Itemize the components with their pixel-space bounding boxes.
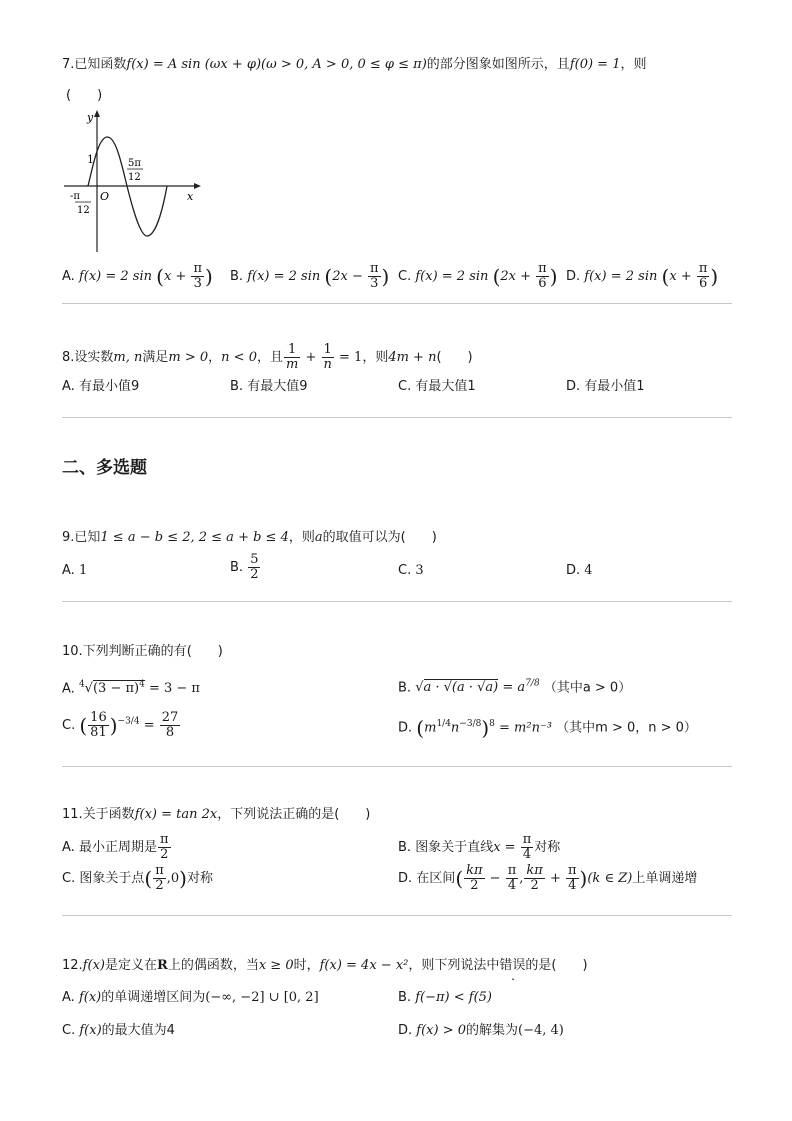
left-zero-num: -π xyxy=(70,191,80,202)
q7-answer-paren: ( ) xyxy=(66,88,103,103)
q10-option-d[interactable]: D. $(m^{1/4}n^{-3/8})^8 = m^2n^{-3}$ （其中m > 0，n > 0） xyxy=(398,715,697,740)
q11-option-b[interactable]: B. 图象关于直线x = $\frac{\pi}{4}$ 对称 xyxy=(398,832,561,862)
q9-option-a[interactable]: A. 1 xyxy=(62,563,88,578)
q9-option-b[interactable]: B. $\frac{5}{2}$ xyxy=(230,552,259,582)
y-label: y xyxy=(87,111,94,124)
q8-option-d[interactable]: D. 有最小值1 xyxy=(566,379,645,394)
section-title: 二、多选题 xyxy=(62,458,147,478)
q12-option-c[interactable]: C. f(x)的最大值为4 xyxy=(62,1023,175,1038)
q9-option-c[interactable]: C. 3 xyxy=(398,563,424,578)
q12-stem: 12.f(x)是定义在R上的偶函数，当x ≥ 0时，f(x) = 4x − x²，则下列说法中错误的是( ) xyxy=(62,958,588,973)
divider xyxy=(62,766,732,767)
x-label: x xyxy=(187,190,194,203)
right-zero-den: 12 xyxy=(128,172,141,183)
q7-stem: 7.已知函数f(x) = A sin (ωx + φ)(ω > 0, A > 0, 0 ≤ φ ≤ π)的部分图象如图所示，且f(0) = 1，则 xyxy=(62,57,647,72)
q12-option-d[interactable]: D. f(x) > 0的解集为(−4, 4) xyxy=(398,1023,564,1038)
divider xyxy=(62,417,732,418)
q10-option-c[interactable]: C. ( $\frac{16}{81}$ )$^{-3/4}$ = $\frac{27}{8}$ xyxy=(62,710,179,740)
q10-stem: 10.下列判断正确的有( ) xyxy=(62,644,223,659)
divider xyxy=(62,915,732,916)
q7-sine-graph xyxy=(60,108,210,256)
q9-option-d[interactable]: D. 4 xyxy=(566,563,593,578)
q11-stem: 11.关于函数f(x) = tan 2x，下列说法正确的是( ) xyxy=(62,807,371,822)
q12-option-a[interactable]: A. f(x)的单调递增区间为(−∞, −2] ∪ [0, 2] xyxy=(62,990,319,1005)
q7-option-b[interactable]: B. f(x) = 2 sin (2x − $\frac{\pi}{3}$ ) xyxy=(230,261,390,291)
q11-option-a[interactable]: A. 最小正周期是 $\frac{\pi}{2}$ xyxy=(62,832,169,862)
q8-option-c[interactable]: C. 有最大值1 xyxy=(398,379,476,394)
q7-option-d[interactable]: D. f(x) = 2 sin (x + $\frac{\pi}{6}$ ) xyxy=(566,261,719,291)
q8-stem: 8.设实数m, n满足m > 0，n < 0，且 $\frac{1}{m}$ + $\frac{1}{n}$ = 1，则4m + n( ) xyxy=(62,342,473,372)
q8-option-b[interactable]: B. 有最大值9 xyxy=(230,379,308,394)
q8-option-a[interactable]: A. 有最小值9 xyxy=(62,379,140,394)
q7-option-a[interactable]: A. f(x) = 2 sin (x + $\frac{\pi}{3}$ ) xyxy=(62,261,213,291)
x-axis-arrow-icon xyxy=(194,183,201,189)
y-axis-arrow-icon xyxy=(94,110,100,117)
q11-option-d[interactable]: D. 在区间( $\frac{k\pi}{2}$ − $\frac{\pi}{4}$ , $\frac{k\pi}{2}$ + $\frac{\pi}{4}$ )(k ∈ Z)上单调递增 xyxy=(398,863,698,893)
left-zero-den: 12 xyxy=(77,205,90,216)
origin-label: O xyxy=(100,190,110,203)
divider xyxy=(62,303,732,304)
q10-option-a[interactable]: A. $^4√(3 - \pi)^4 = 3 - \pi$ xyxy=(62,680,200,697)
one-label: 1 xyxy=(87,153,94,166)
q9-stem: 9.已知1 ≤ a − b ≤ 2, 2 ≤ a + b ≤ 4，则a的取值可以为( ) xyxy=(62,530,437,545)
right-zero-num: 5π xyxy=(128,158,141,169)
q11-option-c[interactable]: C. 图象关于点( $\frac{\pi}{2}$ ,0)对称 xyxy=(62,863,213,893)
q12-option-b[interactable]: B. f(−π) < f(5) xyxy=(398,990,492,1005)
q7-option-c[interactable]: C. f(x) = 2 sin (2x + $\frac{\pi}{6}$ ) xyxy=(398,261,558,291)
divider xyxy=(62,601,732,602)
q10-option-b[interactable]: B. $√a \cdot √(a \cdot √a) = a^{7/8}$ （其中a > 0） xyxy=(398,679,632,696)
